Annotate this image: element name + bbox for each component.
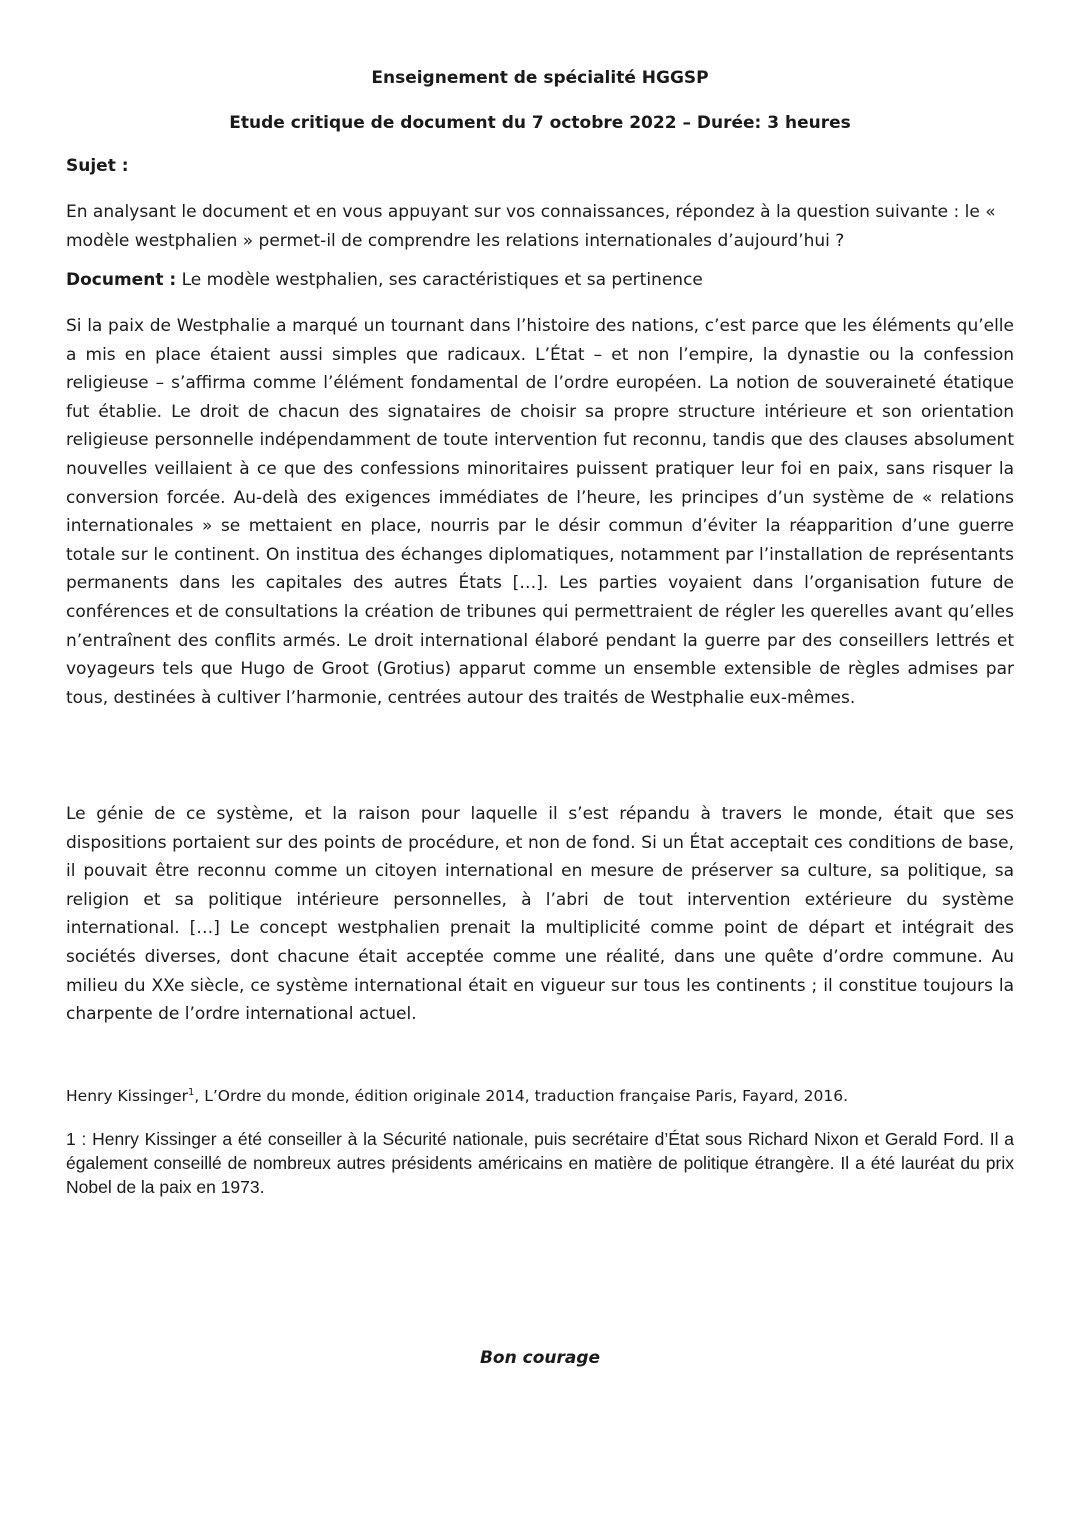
source-details: , L’Ordre du monde, édition originale 2014, traduction française Paris, Fayard, 2016. xyxy=(194,1087,849,1106)
source-author: Henry Kissinger xyxy=(66,1087,188,1106)
page-subtitle: Etude critique de document du 7 octobre 2022 – Durée: 3 heures xyxy=(229,113,851,133)
sujet-label: Sujet : xyxy=(66,156,129,176)
document-title: Le modèle westphalien, ses caractéristiques et sa pertinence xyxy=(176,270,703,290)
document-label: Document : xyxy=(66,270,177,290)
document-heading xyxy=(66,270,1014,290)
document-paragraph-2: Le génie de ce système, et la raison pour laquelle il s’est répandu à travers le monde, était que ses dispositions portaient sur des points de procédure, et non de fond. Si un État acceptait ces conditions de base, il pouvait être reconnu comme un citoyen international en mesure de préserver sa culture, sa politique, sa religion et sa politique intérieure personnelles, à l’abri de tout intervention extérieure du système international. […] Le concept westphalien prenait la multiplicité comme point de départ et intégrait des sociétés diverses, dont chacune était acceptée comme une réalité, dans une quête d’ordre commune. Au milieu du XXe siècle, ce système international était en vigueur sur tous les continents ; il constitue toujours la charpente de l’ordre international actuel. xyxy=(66,804,1014,1025)
footnote-reference: 1 xyxy=(188,1087,195,1098)
footnote: 1 : Henry Kissinger a été conseiller à la Sécurité nationale, puis secrétaire d’État sous Richard Nixon et Gerald Ford. Il a également conseillé de nombreux autres présidents américains en matière de politique étrangère. Il a été lauréat du prix Nobel de la paix en 1973. xyxy=(66,1129,1014,1197)
question-text: En analysant le document et en vous appuyant sur vos connaissances, répondez à la question suivante : le « modèle westphalien » permet-il de comprendre les relations internationales d’aujourd’hui ? xyxy=(66,202,996,251)
source-citation xyxy=(66,1087,1014,1105)
page-title: Enseignement de spécialité HGGSP xyxy=(371,68,709,88)
closing-text: Bon courage xyxy=(479,1348,601,1368)
document-paragraph-1: Si la paix de Westphalie a marqué un tournant dans l’histoire des nations, c’est parce que les éléments qu’elle a mis en place étaient aussi simples que radicaux. L’État – et non l’empire, la dynastie ou la confession religieuse – s’affirma comme l’élément fondamental de l’ordre européen. La notion de souveraineté étatique fut établie. Le droit de chacun des signataires de choisir sa propre structure intérieure et son orientation religieuse personnelle indépendamment de toute intervention fut reconnu, tandis que des clauses absolument nouvelles veillaient à ce que des confessions minoritaires puissent pratiquer leur foi en paix, sans risquer la conversion forcée. Au-delà des exigences immédiates de l’heure, les principes d’un système de « relations internationales » se mettaient en place, nourris par le désir commun d’éviter la réapparition d’une guerre totale sur le continent. On institua des échanges diplomatiques, notamment par l’installation de représentants permanents dans les capitales des autres États […]. Les parties voyaient dans l’organisation future de conférences et de consultations la création de tribunes qui permettraient de régler les querelles avant qu’elles n’entraînent des conflits armés. Le droit international élaboré pendant la guerre par des conseillers lettrés et voyageurs tels que Hugo de Groot (Grotius) apparut comme un ensemble extensible de règles admises par tous, destinées à cultiver l’harmonie, centrées autour des traités de Westphalie eux-mêmes. xyxy=(66,316,1014,708)
